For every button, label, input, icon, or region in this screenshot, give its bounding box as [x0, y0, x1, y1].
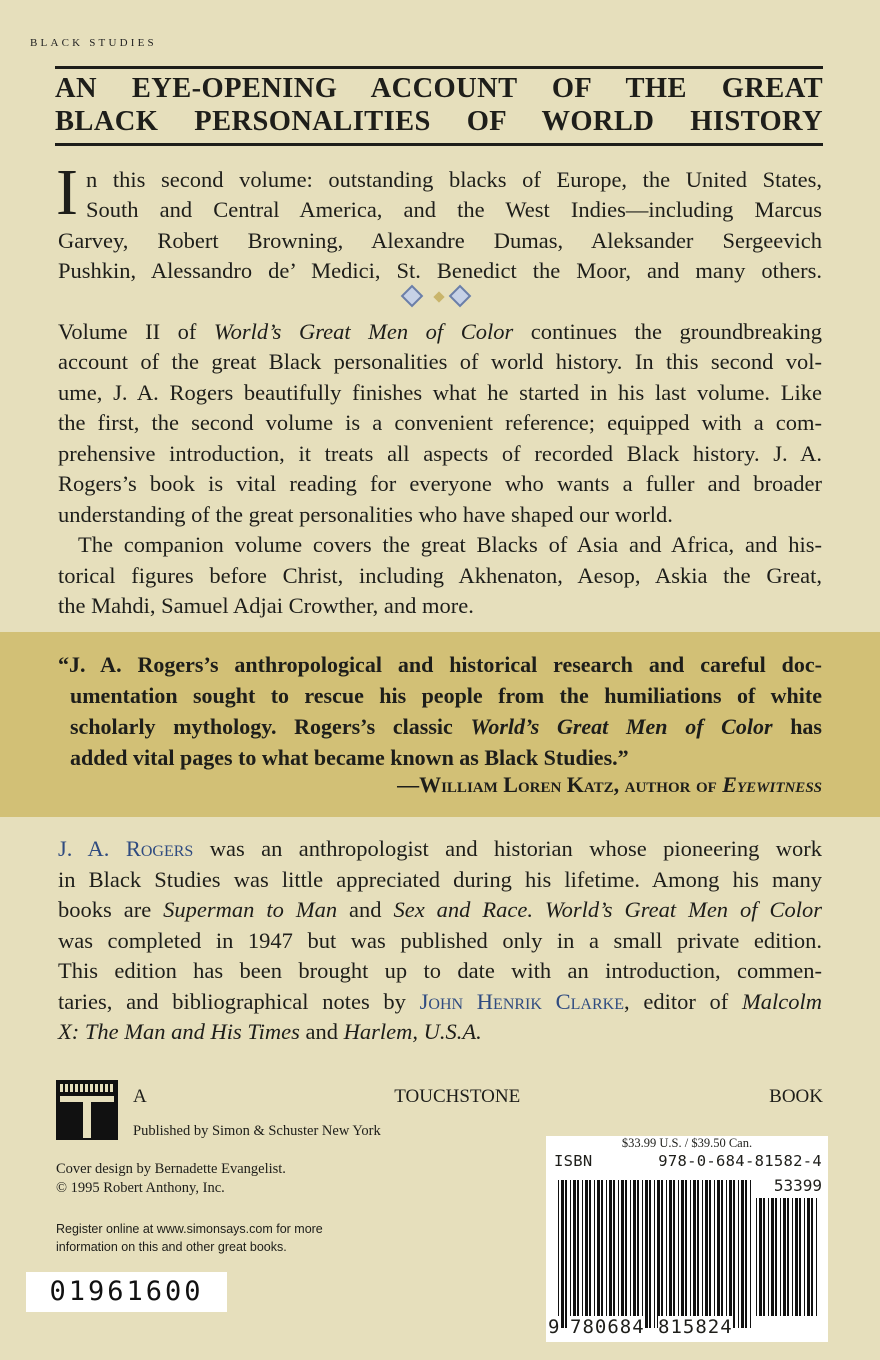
- book-title: World’s Great Men of Color: [213, 319, 514, 344]
- isbn-barcode-icon: [558, 1180, 754, 1328]
- bio-text: , editor of: [624, 989, 743, 1014]
- book-title: Sex and Race.: [393, 897, 533, 922]
- quote-line-2: umentation sought to rescue his people from the humiliations of white: [70, 683, 822, 708]
- description-line-2: account of the great Black personalities of world history. In this second vol-: [58, 349, 822, 374]
- description-text: Volume II of: [58, 319, 214, 344]
- book-title: Malcolm: [742, 989, 822, 1014]
- register-line-2: information on this and other great books.: [56, 1240, 287, 1254]
- description-text: continues the groundbreaking: [513, 319, 822, 344]
- intro-line-2: South and Central America, and the West Indies—including Marcus: [86, 197, 822, 222]
- headline-line-1: AN EYE-OPENING ACCOUNT OF THE GREAT: [55, 73, 823, 104]
- price-barcode-icon: [756, 1198, 820, 1316]
- book-title: World’s Great Men of Color: [470, 714, 773, 739]
- bio-line-6: [58, 987, 822, 1018]
- headline: [55, 66, 823, 146]
- quote-text: scholarly mythology. Rogers’s classic: [70, 714, 471, 739]
- author-name: J. A. Rogers: [58, 836, 194, 861]
- register-line-1: Register online at www.simonsays.com for more: [56, 1222, 323, 1236]
- description-line-1: [58, 317, 822, 348]
- bio-line-7: [58, 1017, 822, 1048]
- bio-line-3: [58, 895, 822, 926]
- description-line-6: Rogers’s book is vital reading for everyone who wants a fuller and broader: [58, 471, 822, 496]
- cover-credit: [56, 1160, 286, 1198]
- publisher-line: Published by Simon & Schuster New York: [133, 1123, 381, 1139]
- price-text: $33.99 U.S. / $39.50 Can.: [621, 1136, 753, 1150]
- book-title: World’s Great Men of Color: [544, 897, 823, 922]
- bio-text: and: [299, 1019, 344, 1044]
- attribution-book-title: Eyewitness: [722, 772, 822, 797]
- description-line-5: prehensive introduction, it treats all aspects of recorded Black history. J. A.: [58, 441, 822, 466]
- price-code: 53399: [773, 1176, 822, 1195]
- ornament-diamond-right: [449, 285, 472, 308]
- intro-line-1: n this second volume: outstanding blacks of Europe, the United States,: [86, 167, 822, 192]
- touchstone-logo-icon: [56, 1080, 118, 1140]
- barcode-panel: [546, 1136, 828, 1342]
- quote-line-1: “J. A. Rogers’s anthropological and historical research and careful doc-: [58, 652, 822, 677]
- description-line-7: understanding of the great personalities who have shaped our world.: [58, 502, 673, 527]
- intro-line-3: Garvey, Robert Browning, Alexandre Dumas, Aleksander Sergeevich: [58, 228, 822, 253]
- stock-number: 01961600: [26, 1272, 227, 1312]
- bio-text: [533, 897, 545, 922]
- section-label: BLACK STUDIES: [30, 37, 157, 49]
- cover-credit-line-2: © 1995 Robert Anthony, Inc.: [56, 1180, 225, 1196]
- bio-text: was an anthropologist and historian whose pioneering work: [193, 836, 822, 861]
- book-title: X: The Man and His Times: [58, 1019, 300, 1044]
- ornament-diamond-left: [401, 285, 424, 308]
- bio-line-4: was completed in 1947 but was published only in a small private edition.: [58, 928, 822, 953]
- quote-line-4: added vital pages to what became known as Black Studies.”: [70, 745, 629, 770]
- editor-name: John Henrik Clarke: [419, 989, 624, 1014]
- register-note: [56, 1220, 323, 1256]
- quote-text: has: [772, 714, 822, 739]
- bio-line-1: [58, 834, 822, 865]
- description-line-3: ume, J. A. Rogers beautifully finishes what he started in his last volume. Like: [58, 380, 822, 405]
- companion-line-1: The companion volume covers the great Blacks of Asia and Africa, and his-: [78, 532, 822, 557]
- bio-text: books are: [58, 897, 164, 922]
- isbn-text: ISBN 978-0-684-81582-4: [554, 1152, 822, 1170]
- barcode-digit-lead: 9: [548, 1316, 561, 1338]
- ornament-diamond-center: [433, 291, 444, 302]
- description-line-4: the first, the second volume is a convenient reference; equipped with a com-: [58, 410, 822, 435]
- companion-line-3: the Mahdi, Samuel Adjai Crowther, and more.: [58, 593, 474, 618]
- barcode-digits-right: 815824: [658, 1316, 733, 1338]
- intro-line-4: Pushkin, Alessandro de’ Medici, St. Benedict the Moor, and many others.: [58, 258, 822, 283]
- bio-text: and: [337, 897, 394, 922]
- quote-line-3: [70, 711, 822, 742]
- imprint-label: A TOUCHSTONE BOOK: [133, 1086, 823, 1107]
- cover-credit-line-1: Cover design by Bernadette Evangelist.: [56, 1161, 286, 1177]
- barcode-digits-left: 780684: [570, 1316, 645, 1338]
- drop-cap: I: [56, 156, 78, 229]
- companion-line-2: torical figures before Christ, including Akhenaton, Aesop, Askia the Great,: [58, 563, 822, 588]
- quote-attribution: [397, 772, 822, 798]
- bio-line-5: This edition has been brought up to date with an introduction, commen-: [58, 958, 822, 983]
- bio-line-2: in Black Studies was little appreciated during his lifetime. Among his many: [58, 867, 822, 892]
- bio-text: taries, and bibliographical notes by: [58, 989, 420, 1014]
- headline-line-2: BLACK PERSONALITIES OF WORLD HISTORY: [55, 106, 823, 137]
- book-title: Superman to Man: [163, 897, 338, 922]
- book-title: Harlem, U.S.A.: [343, 1019, 482, 1044]
- attribution-author: —William Loren Katz, author of: [397, 772, 723, 797]
